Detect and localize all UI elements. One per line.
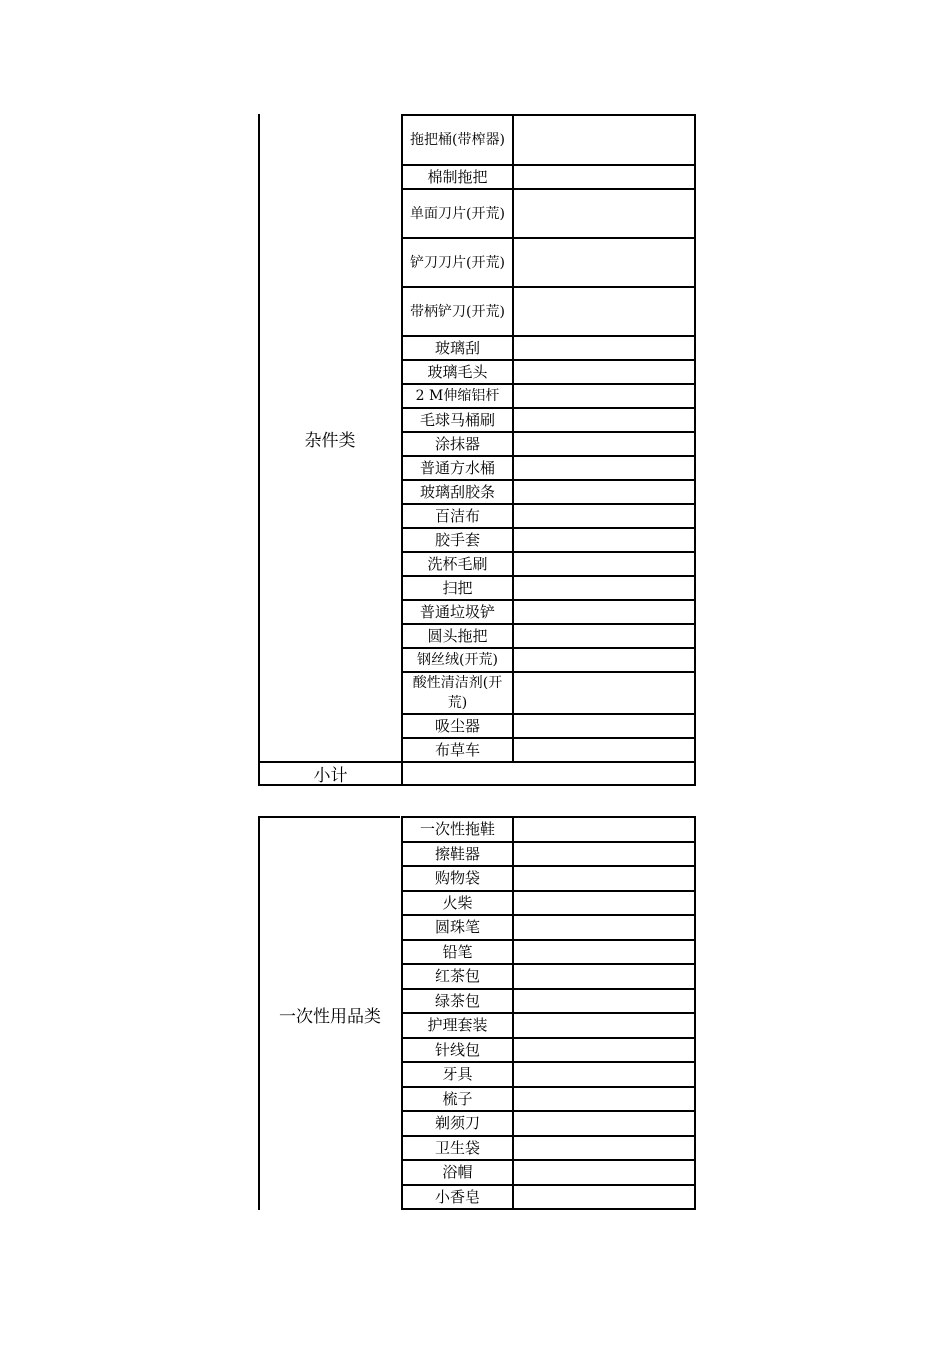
item-value-cell[interactable] (514, 1112, 696, 1135)
item-value-cell[interactable] (514, 843, 696, 866)
table-row (401, 892, 696, 917)
subtotal-label: 小计 (260, 763, 403, 784)
item-value-cell[interactable] (514, 1088, 696, 1111)
table-row (401, 409, 696, 433)
table-row (401, 577, 696, 601)
item-name: 铅笔 (401, 941, 514, 964)
item-value-cell[interactable] (514, 553, 696, 575)
table-row (401, 1063, 696, 1088)
item-value-cell[interactable] (514, 1014, 696, 1037)
item-name: 浴帽 (401, 1161, 514, 1184)
item-value-cell[interactable] (514, 916, 696, 939)
table-row (401, 239, 696, 288)
item-value-cell[interactable] (514, 166, 696, 188)
item-value-cell[interactable] (514, 867, 696, 890)
item-value-cell[interactable] (514, 433, 696, 455)
item-value-cell[interactable] (514, 190, 696, 237)
table-row (401, 673, 696, 715)
table-row (401, 715, 696, 739)
item-name: 吸尘器 (401, 715, 514, 737)
item-value-cell[interactable] (514, 892, 696, 915)
table-row (401, 601, 696, 625)
item-name: 玻璃刮胶条 (401, 481, 514, 503)
table-row (401, 288, 696, 337)
item-value-cell[interactable] (514, 1039, 696, 1062)
item-value-cell[interactable] (514, 1063, 696, 1086)
item-name: 普通方水桶 (401, 457, 514, 479)
table-row (401, 1014, 696, 1039)
item-name: 擦鞋器 (401, 843, 514, 866)
table-row (401, 941, 696, 966)
item-value-cell[interactable] (514, 649, 696, 671)
table-row (401, 916, 696, 941)
table-row (401, 361, 696, 385)
table-row (401, 1112, 696, 1137)
item-value-cell[interactable] (514, 529, 696, 551)
table-row (401, 337, 696, 361)
table-row (401, 843, 696, 868)
item-name: 拖把桶(带榨器) (401, 116, 514, 164)
item-name: 带柄铲刀(开荒) (401, 288, 514, 335)
item-value-cell[interactable] (514, 288, 696, 335)
table-row (401, 190, 696, 239)
table-row (401, 990, 696, 1015)
item-list-disposables (401, 816, 696, 1210)
item-name: 钢丝绒(开荒) (401, 649, 514, 671)
table-row (401, 1088, 696, 1113)
item-value-cell[interactable] (514, 673, 696, 713)
item-value-cell[interactable] (514, 601, 696, 623)
table-row (401, 114, 696, 166)
item-name: 涂抹器 (401, 433, 514, 455)
category-label-disposables: 一次性用品类 (258, 816, 400, 1210)
item-value-cell[interactable] (514, 818, 696, 841)
table-row (401, 965, 696, 990)
item-name: 2 M伸缩铝杆 (401, 385, 514, 407)
item-name: 普通垃圾铲 (401, 601, 514, 623)
item-name: 扫把 (401, 577, 514, 599)
item-value-cell[interactable] (514, 739, 696, 761)
item-value-cell[interactable] (514, 337, 696, 359)
item-name: 购物袋 (401, 867, 514, 890)
table-row (401, 625, 696, 649)
item-name: 毛球马桶刷 (401, 409, 514, 431)
table-row (401, 1161, 696, 1186)
item-name: 火柴 (401, 892, 514, 915)
subtotal-value (403, 763, 696, 784)
table-row (401, 739, 696, 763)
table-row (401, 649, 696, 673)
item-value-cell[interactable] (514, 481, 696, 503)
item-name: 牙具 (401, 1063, 514, 1086)
item-value-cell[interactable] (514, 577, 696, 599)
table-row (401, 1137, 696, 1162)
item-value-cell[interactable] (514, 965, 696, 988)
table-row (401, 481, 696, 505)
item-value-cell[interactable] (514, 990, 696, 1013)
item-name: 绿茶包 (401, 990, 514, 1013)
subtotal-row (258, 761, 696, 786)
item-name: 小香皂 (401, 1186, 514, 1209)
category-label-misc: 杂件类 (258, 114, 400, 763)
item-value-cell[interactable] (514, 409, 696, 431)
table-row (401, 816, 696, 843)
item-value-cell[interactable] (514, 1137, 696, 1160)
item-value-cell[interactable] (514, 385, 696, 407)
item-value-cell[interactable] (514, 116, 696, 164)
table-row (401, 529, 696, 553)
item-value-cell[interactable] (514, 361, 696, 383)
item-name: 圆珠笔 (401, 916, 514, 939)
table-row (401, 505, 696, 529)
item-name: 护理套装 (401, 1014, 514, 1037)
item-value-cell[interactable] (514, 239, 696, 286)
item-name: 铲刀刀片(开荒) (401, 239, 514, 286)
item-value-cell[interactable] (514, 505, 696, 527)
item-name: 棉制拖把 (401, 166, 514, 188)
item-name: 梳子 (401, 1088, 514, 1111)
table-row (401, 867, 696, 892)
item-name: 布草车 (401, 739, 514, 761)
item-name: 卫生袋 (401, 1137, 514, 1160)
item-value-cell[interactable] (514, 715, 696, 737)
item-name: 针线包 (401, 1039, 514, 1062)
item-name: 百洁布 (401, 505, 514, 527)
table-row (401, 1039, 696, 1064)
item-name: 玻璃刮 (401, 337, 514, 359)
item-name: 玻璃毛头 (401, 361, 514, 383)
item-name: 一次性拖鞋 (401, 818, 514, 841)
item-name: 酸性清洁剂(开荒) (401, 673, 514, 713)
table-row (401, 553, 696, 577)
item-name: 洗杯毛刷 (401, 553, 514, 575)
item-name: 剃须刀 (401, 1112, 514, 1135)
item-value-cell[interactable] (514, 457, 696, 479)
item-name: 圆头拖把 (401, 625, 514, 647)
table-row (401, 433, 696, 457)
item-value-cell[interactable] (514, 1161, 696, 1184)
item-name: 单面刀片(开荒) (401, 190, 514, 237)
table-row (401, 457, 696, 481)
item-value-cell[interactable] (514, 625, 696, 647)
table-row (401, 166, 696, 190)
table-row (401, 385, 696, 409)
item-name: 胶手套 (401, 529, 514, 551)
item-name: 红茶包 (401, 965, 514, 988)
item-list-misc (401, 114, 696, 763)
table-row (401, 1186, 696, 1211)
item-value-cell[interactable] (514, 1186, 696, 1209)
item-value-cell[interactable] (514, 941, 696, 964)
